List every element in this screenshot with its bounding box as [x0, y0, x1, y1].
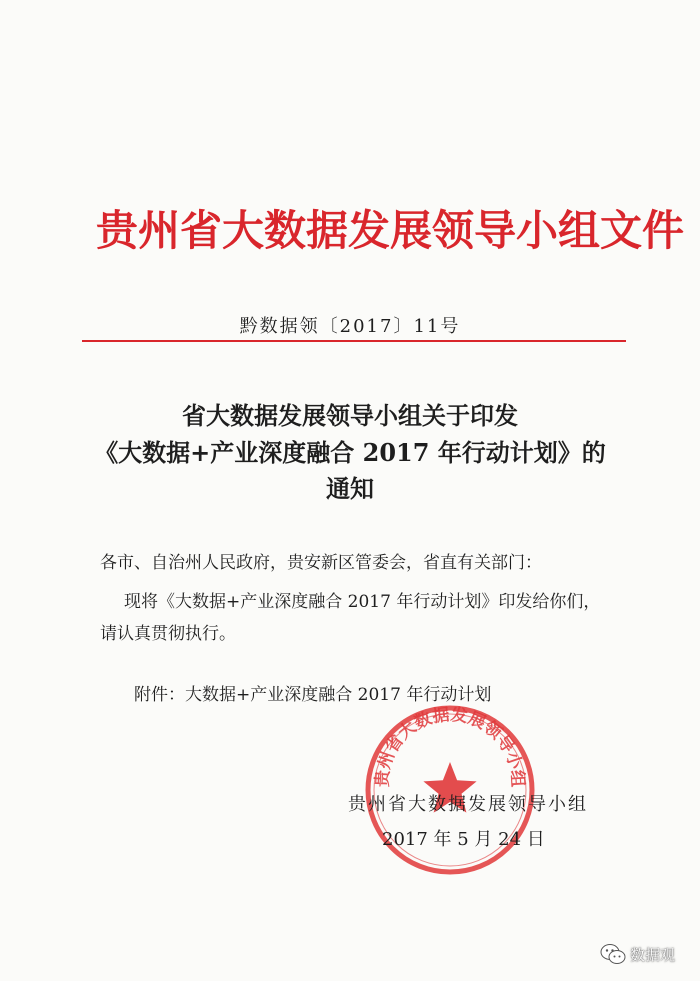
- notice-title-line-2: 《大数据+产业深度融合 2017 年行动计划》的: [94, 438, 606, 467]
- watermark-text: 数据观: [630, 945, 676, 964]
- content-line-1: 现将《大数据+产业深度融合 2017 年行动计划》印发给你们，: [124, 592, 601, 612]
- notice-title-line-3: 通知: [326, 474, 374, 503]
- seal-text: 贵州省大数据发展领导小组: [372, 704, 528, 788]
- document-number: 黔数据领〔2017〕11号: [239, 316, 461, 337]
- issue-date: 2017 年 5 月 24 日: [382, 829, 545, 850]
- header-divider: [82, 340, 626, 342]
- notice-title-line-1: 省大数据发展领导小组关于印发: [182, 401, 518, 430]
- issuer-name: 贵州省大数据发展领导小组: [348, 794, 588, 815]
- content-line-2: 请认真贯彻执行。: [100, 624, 236, 644]
- wechat-icon: [600, 943, 626, 965]
- watermark: [600, 940, 675, 968]
- attachment-line: 附件：大数据+产业深度融合 2017 年行动计划: [134, 685, 492, 705]
- document-header-title: 贵州省大数据发展领导小组文件: [96, 206, 685, 255]
- recipients-line: 各市、自治州人民政府，贵安新区管委会，省直有关部门：: [100, 553, 542, 573]
